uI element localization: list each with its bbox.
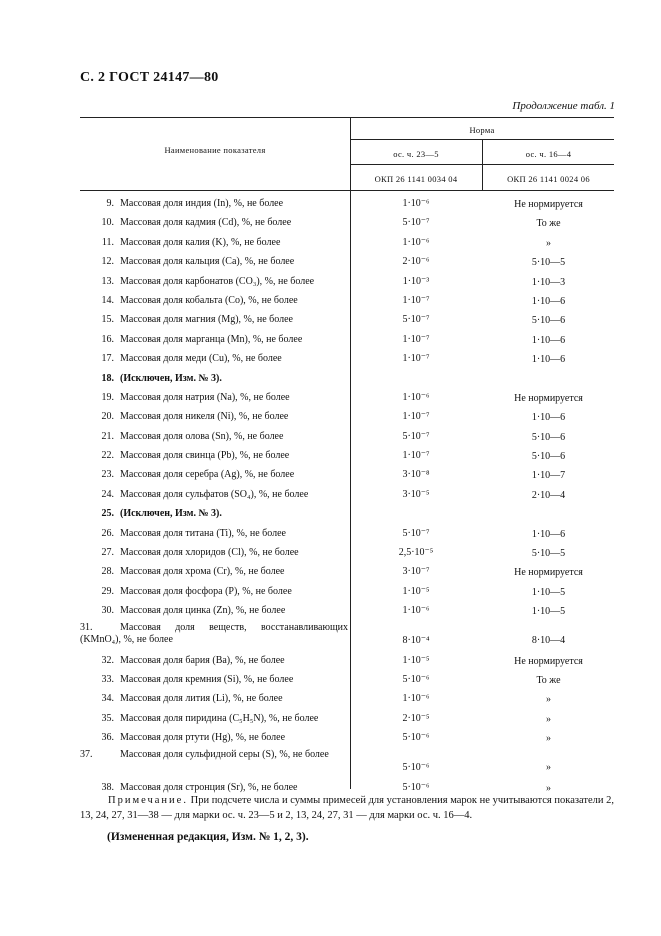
table-row bbox=[80, 408, 614, 427]
value-grade-2: 5·10—6 bbox=[531, 431, 566, 443]
indicator-text: Массовая доля сульфидной серы (S), %, не более bbox=[120, 748, 329, 760]
value-grade-1: 3·10⁻⁷ bbox=[402, 566, 430, 578]
indicator-text: Массовая доля лития (Li), %, не более bbox=[120, 693, 283, 705]
row-number: 11. bbox=[101, 236, 114, 248]
value-grade-2: 8·10—4 bbox=[531, 634, 566, 646]
row-number: 24. bbox=[101, 488, 114, 500]
value-grade-2: 1·10—5 bbox=[531, 586, 566, 598]
indicator-name bbox=[80, 353, 348, 365]
value-grade-1: 1·10⁻⁵ bbox=[402, 654, 430, 666]
indicator-name bbox=[80, 489, 348, 501]
indicator-name bbox=[80, 622, 348, 646]
indicator-text: Массовая доля кадмия (Cd), %, не более bbox=[120, 217, 292, 229]
value-grade-1: 1·10⁻⁶ bbox=[402, 605, 430, 617]
table-row bbox=[80, 466, 614, 485]
value-grade-1: 1·10⁻⁷ bbox=[402, 411, 430, 423]
indicator-text: Массовая доля карбонатов (CO₃), %, не более bbox=[120, 275, 315, 287]
indicator-name bbox=[80, 237, 348, 249]
row-number: 14. bbox=[101, 294, 114, 306]
indicator-text: Массовая доля пиридина (C₅H₅N), %, не более bbox=[120, 712, 319, 724]
value-grade-1: 1·10⁻⁶ bbox=[402, 391, 430, 403]
indicator-text: (Исключен, Изм. № 3). bbox=[120, 372, 222, 384]
table-row bbox=[80, 311, 614, 330]
indicator-name bbox=[80, 198, 348, 210]
value-grade-1: 1·10⁻⁷ bbox=[402, 353, 430, 365]
indicator-text: Массовая доля калия (K), %, не более bbox=[120, 236, 281, 248]
indicator-name bbox=[80, 782, 348, 794]
table-row bbox=[80, 350, 614, 369]
indicator-text: Массовая доля кальция (Ca), %, не более bbox=[120, 256, 295, 268]
indicator-name bbox=[80, 256, 348, 268]
indicator-text: (Исключен, Изм. № 3). bbox=[120, 508, 222, 520]
value-grade-2: 1·10—6 bbox=[531, 528, 566, 540]
indicator-name bbox=[80, 693, 348, 705]
value-grade-2: 5·10—6 bbox=[531, 315, 566, 327]
indicator-text: Массовая доля серебра (Ag), %, не более bbox=[120, 469, 295, 481]
table-row bbox=[80, 671, 614, 690]
value-grade-1: 3·10⁻⁵ bbox=[402, 488, 430, 500]
indicator-name bbox=[80, 392, 348, 404]
value-grade-1: 5·10⁻⁷ bbox=[402, 314, 430, 326]
table-note bbox=[80, 793, 614, 823]
indicator-name bbox=[80, 566, 348, 578]
value-grade-1: 2,5·10⁻⁵ bbox=[398, 547, 434, 559]
row-number: 18. bbox=[101, 372, 114, 384]
row-number: 29. bbox=[101, 585, 114, 597]
value-grade-1: 2·10⁻⁵ bbox=[402, 712, 430, 724]
value-grade-2: 1·10—6 bbox=[531, 412, 566, 424]
value-grade-2: 2·10—4 bbox=[531, 489, 566, 501]
value-grade-2: » bbox=[546, 237, 551, 249]
value-grade-2: 5·10—6 bbox=[531, 451, 566, 463]
value-grade-1: 8·10⁻⁴ bbox=[402, 634, 430, 646]
value-grade-1: 1·10⁻⁶ bbox=[402, 236, 430, 248]
table-row bbox=[80, 253, 614, 272]
indicator-name bbox=[80, 674, 348, 686]
row-number: 17. bbox=[101, 353, 114, 365]
value-grade-2: То же bbox=[536, 218, 561, 230]
indicator-text: Массовая доля титана (Ti), %, не более bbox=[120, 527, 286, 539]
indicator-text: Массовая доля магния (Mg), %, не более bbox=[120, 314, 293, 326]
value-grade-1: 2·10⁻⁶ bbox=[402, 256, 430, 268]
row-number: 32. bbox=[101, 654, 114, 666]
value-grade-2: 5·10—5 bbox=[531, 257, 566, 269]
row-number: 16. bbox=[101, 333, 114, 345]
value-grade-1: 5·10⁻⁷ bbox=[402, 527, 430, 539]
table-row bbox=[80, 583, 614, 602]
table-row bbox=[80, 602, 614, 621]
row-number: 27. bbox=[101, 547, 114, 559]
indicator-text: Массовая доля меди (Cu), %, не более bbox=[120, 353, 282, 365]
indicator-name bbox=[80, 655, 348, 667]
value-grade-1: 3·10⁻⁸ bbox=[402, 469, 430, 481]
row-number: 12. bbox=[101, 256, 114, 268]
indicator-name bbox=[80, 431, 348, 443]
row-number: 37. bbox=[80, 748, 93, 760]
value-grade-1: 5·10⁻⁶ bbox=[402, 673, 430, 685]
indicator-name bbox=[80, 605, 348, 617]
indicator-name bbox=[80, 586, 348, 598]
value-grade-2: 1·10—5 bbox=[531, 606, 566, 618]
indicator-text: Массовая доля хлоридов (Cl), %, не более bbox=[120, 547, 299, 559]
indicator-text: Массовая доля кобальта (Co), %, не более bbox=[120, 294, 298, 306]
column-header-norm: Норма bbox=[469, 125, 495, 135]
row-number: 33. bbox=[101, 673, 114, 685]
value-grade-2: » bbox=[546, 761, 551, 773]
value-grade-1: 1·10⁻⁷ bbox=[402, 294, 430, 306]
table-row bbox=[80, 563, 614, 582]
row-number: 34. bbox=[101, 693, 114, 705]
okp-code-2: ОКП 26 1141 0024 06 bbox=[507, 174, 590, 184]
value-grade-2: 1·10—7 bbox=[531, 470, 566, 482]
value-grade-1: 5·10⁻⁶ bbox=[402, 732, 430, 744]
indicator-text: Массовая доля хрома (Cr), %, не более bbox=[120, 566, 285, 578]
row-number: 22. bbox=[101, 450, 114, 462]
indicator-text: Массовая доля никеля (Ni), %, не более bbox=[120, 411, 289, 423]
table-row bbox=[80, 486, 614, 505]
value-grade-2: » bbox=[546, 713, 551, 725]
value-grade-1: 1·10⁻³ bbox=[402, 275, 430, 287]
row-number: 13. bbox=[101, 275, 114, 287]
value-grade-1: 5·10⁻⁶ bbox=[402, 761, 430, 773]
indicator-text: Массовая доля стронция (Sr), %, не более bbox=[120, 781, 298, 793]
indicator-text: Массовая доля ртути (Hg), %, не более bbox=[120, 732, 286, 744]
table-row bbox=[80, 525, 614, 544]
row-number: 23. bbox=[101, 469, 114, 481]
value-grade-2: 1·10—3 bbox=[531, 276, 566, 288]
indicator-text: Массовая доля фосфора (P), %, не более bbox=[120, 585, 292, 597]
row-number: 26. bbox=[101, 527, 114, 539]
indicator-text: Массовая доля кремния (Si), %, не более bbox=[120, 673, 294, 685]
table-row bbox=[80, 331, 614, 350]
table-row bbox=[80, 273, 614, 292]
value-grade-2: » bbox=[546, 782, 551, 794]
value-grade-2: » bbox=[546, 733, 551, 745]
column-header-grade-2: ос. ч. 16—4 bbox=[525, 149, 572, 159]
indicator-name bbox=[80, 411, 348, 423]
indicator-text: Массовая доля свинца (Pb), %, не более bbox=[120, 450, 290, 462]
indicator-name bbox=[80, 732, 348, 744]
table-row bbox=[80, 389, 614, 408]
okp-code-1: ОКП 26 1141 0034 04 bbox=[374, 174, 458, 184]
indicator-name bbox=[80, 334, 348, 346]
row-number: 25. bbox=[101, 508, 114, 520]
table-row bbox=[80, 292, 614, 311]
header-bottom-rule bbox=[80, 190, 614, 191]
table-row bbox=[80, 370, 614, 389]
indicator-name bbox=[80, 217, 348, 229]
table-row bbox=[80, 710, 614, 729]
indicator-name bbox=[80, 276, 348, 288]
value-grade-2: Не нормируется bbox=[514, 567, 583, 579]
note-label: Примечание. bbox=[108, 795, 188, 806]
row-number: 35. bbox=[101, 712, 114, 724]
value-grade-1: 5·10⁻⁷ bbox=[402, 217, 430, 229]
row-number: 28. bbox=[101, 566, 114, 578]
table-row bbox=[80, 428, 614, 447]
table-row bbox=[80, 690, 614, 709]
indicator-text: Массовая доля сульфатов (SO₄), %, не более bbox=[120, 488, 309, 500]
indicator-name bbox=[80, 450, 348, 462]
table-row bbox=[80, 234, 614, 253]
indicator-name bbox=[80, 469, 348, 481]
indicator-text: Массовая доля цинка (Zn), %, не более bbox=[120, 605, 286, 617]
value-grade-1: 1·10⁻⁷ bbox=[402, 450, 430, 462]
indicator-text: Массовая доля индия (In), %, не более bbox=[120, 198, 284, 209]
value-grade-1: 1·10⁻⁵ bbox=[402, 585, 430, 597]
row-number: 31. bbox=[80, 621, 93, 633]
table-row bbox=[80, 214, 614, 233]
value-grade-2: » bbox=[546, 694, 551, 706]
row-number: 9. bbox=[106, 198, 114, 209]
row-number: 21. bbox=[101, 430, 114, 442]
value-grade-1: 1·10⁻⁶ bbox=[402, 693, 430, 705]
revision-note: (Измененная редакция, Изм. № 1, 2, 3). bbox=[107, 831, 309, 843]
row-number: 20. bbox=[101, 411, 114, 423]
indicator-text: Массовая доля натрия (Na), %, не более bbox=[120, 391, 290, 403]
indicator-name bbox=[80, 749, 348, 761]
indicator-text: Массовая доля марганца (Mn), %, не более bbox=[120, 333, 303, 345]
indicator-name bbox=[80, 295, 348, 307]
value-grade-2: 1·10—6 bbox=[531, 295, 566, 307]
value-grade-1: 5·10⁻⁷ bbox=[402, 430, 430, 442]
note-text: При подсчете числа и суммы примесей для установления марок не учитываются показатели 2, 13, 24, 27, 31—38 — для марки ос. ч. 23—5 и 2, 13, 24, 27, 31 — для марки ос. ч. 16—4. bbox=[80, 795, 615, 821]
column-header-name: Наименование показателя bbox=[164, 145, 266, 155]
indicator-text: Массовая доля веществ, восстанавливающих (KMnO₄), %, не более bbox=[80, 621, 348, 645]
page-title: С. 2 ГОСТ 24147—80 bbox=[80, 70, 219, 85]
value-grade-1: 1·10⁻⁷ bbox=[402, 333, 430, 345]
value-grade-1: 1·10⁻⁶ bbox=[402, 198, 430, 209]
indicator-name bbox=[80, 508, 348, 520]
indicator-name bbox=[80, 547, 348, 559]
indicator-name bbox=[80, 528, 348, 540]
row-number: 36. bbox=[101, 732, 114, 744]
value-grade-2: Не нормируется bbox=[514, 655, 583, 667]
table-row bbox=[80, 447, 614, 466]
value-grade-2: То же bbox=[536, 674, 561, 686]
table-body bbox=[80, 195, 614, 798]
table-row bbox=[80, 544, 614, 563]
indicator-name bbox=[80, 373, 348, 385]
table-top-rule bbox=[80, 117, 614, 118]
column-header-grade-1: ос. ч. 23—5 bbox=[393, 149, 439, 159]
table-row bbox=[80, 195, 614, 214]
row-number: 19. bbox=[101, 391, 114, 403]
table-row bbox=[80, 652, 614, 671]
indicator-text: Массовая доля бария (Ba), %, не более bbox=[120, 654, 285, 666]
indicator-text: Массовая доля олова (Sn), %, не более bbox=[120, 430, 284, 442]
value-grade-2: Не нормируется bbox=[514, 199, 583, 210]
value-grade-2: Не нормируется bbox=[514, 392, 583, 404]
row-number: 15. bbox=[101, 314, 114, 326]
indicator-name bbox=[80, 314, 348, 326]
table-row bbox=[80, 505, 614, 524]
table-row bbox=[80, 622, 614, 652]
row-number: 38. bbox=[101, 781, 114, 793]
value-grade-2: 1·10—6 bbox=[531, 334, 566, 346]
indicator-name bbox=[80, 713, 348, 725]
row-number: 30. bbox=[101, 605, 114, 617]
value-grade-2: 1·10—6 bbox=[531, 354, 566, 366]
table-continuation-label: Продолжение табл. 1 bbox=[512, 100, 615, 112]
table-row bbox=[80, 749, 614, 779]
row-number: 10. bbox=[101, 217, 114, 229]
table-row bbox=[80, 729, 614, 748]
value-grade-1: 5·10⁻⁶ bbox=[402, 781, 430, 793]
value-grade-2: 5·10—5 bbox=[531, 548, 566, 560]
